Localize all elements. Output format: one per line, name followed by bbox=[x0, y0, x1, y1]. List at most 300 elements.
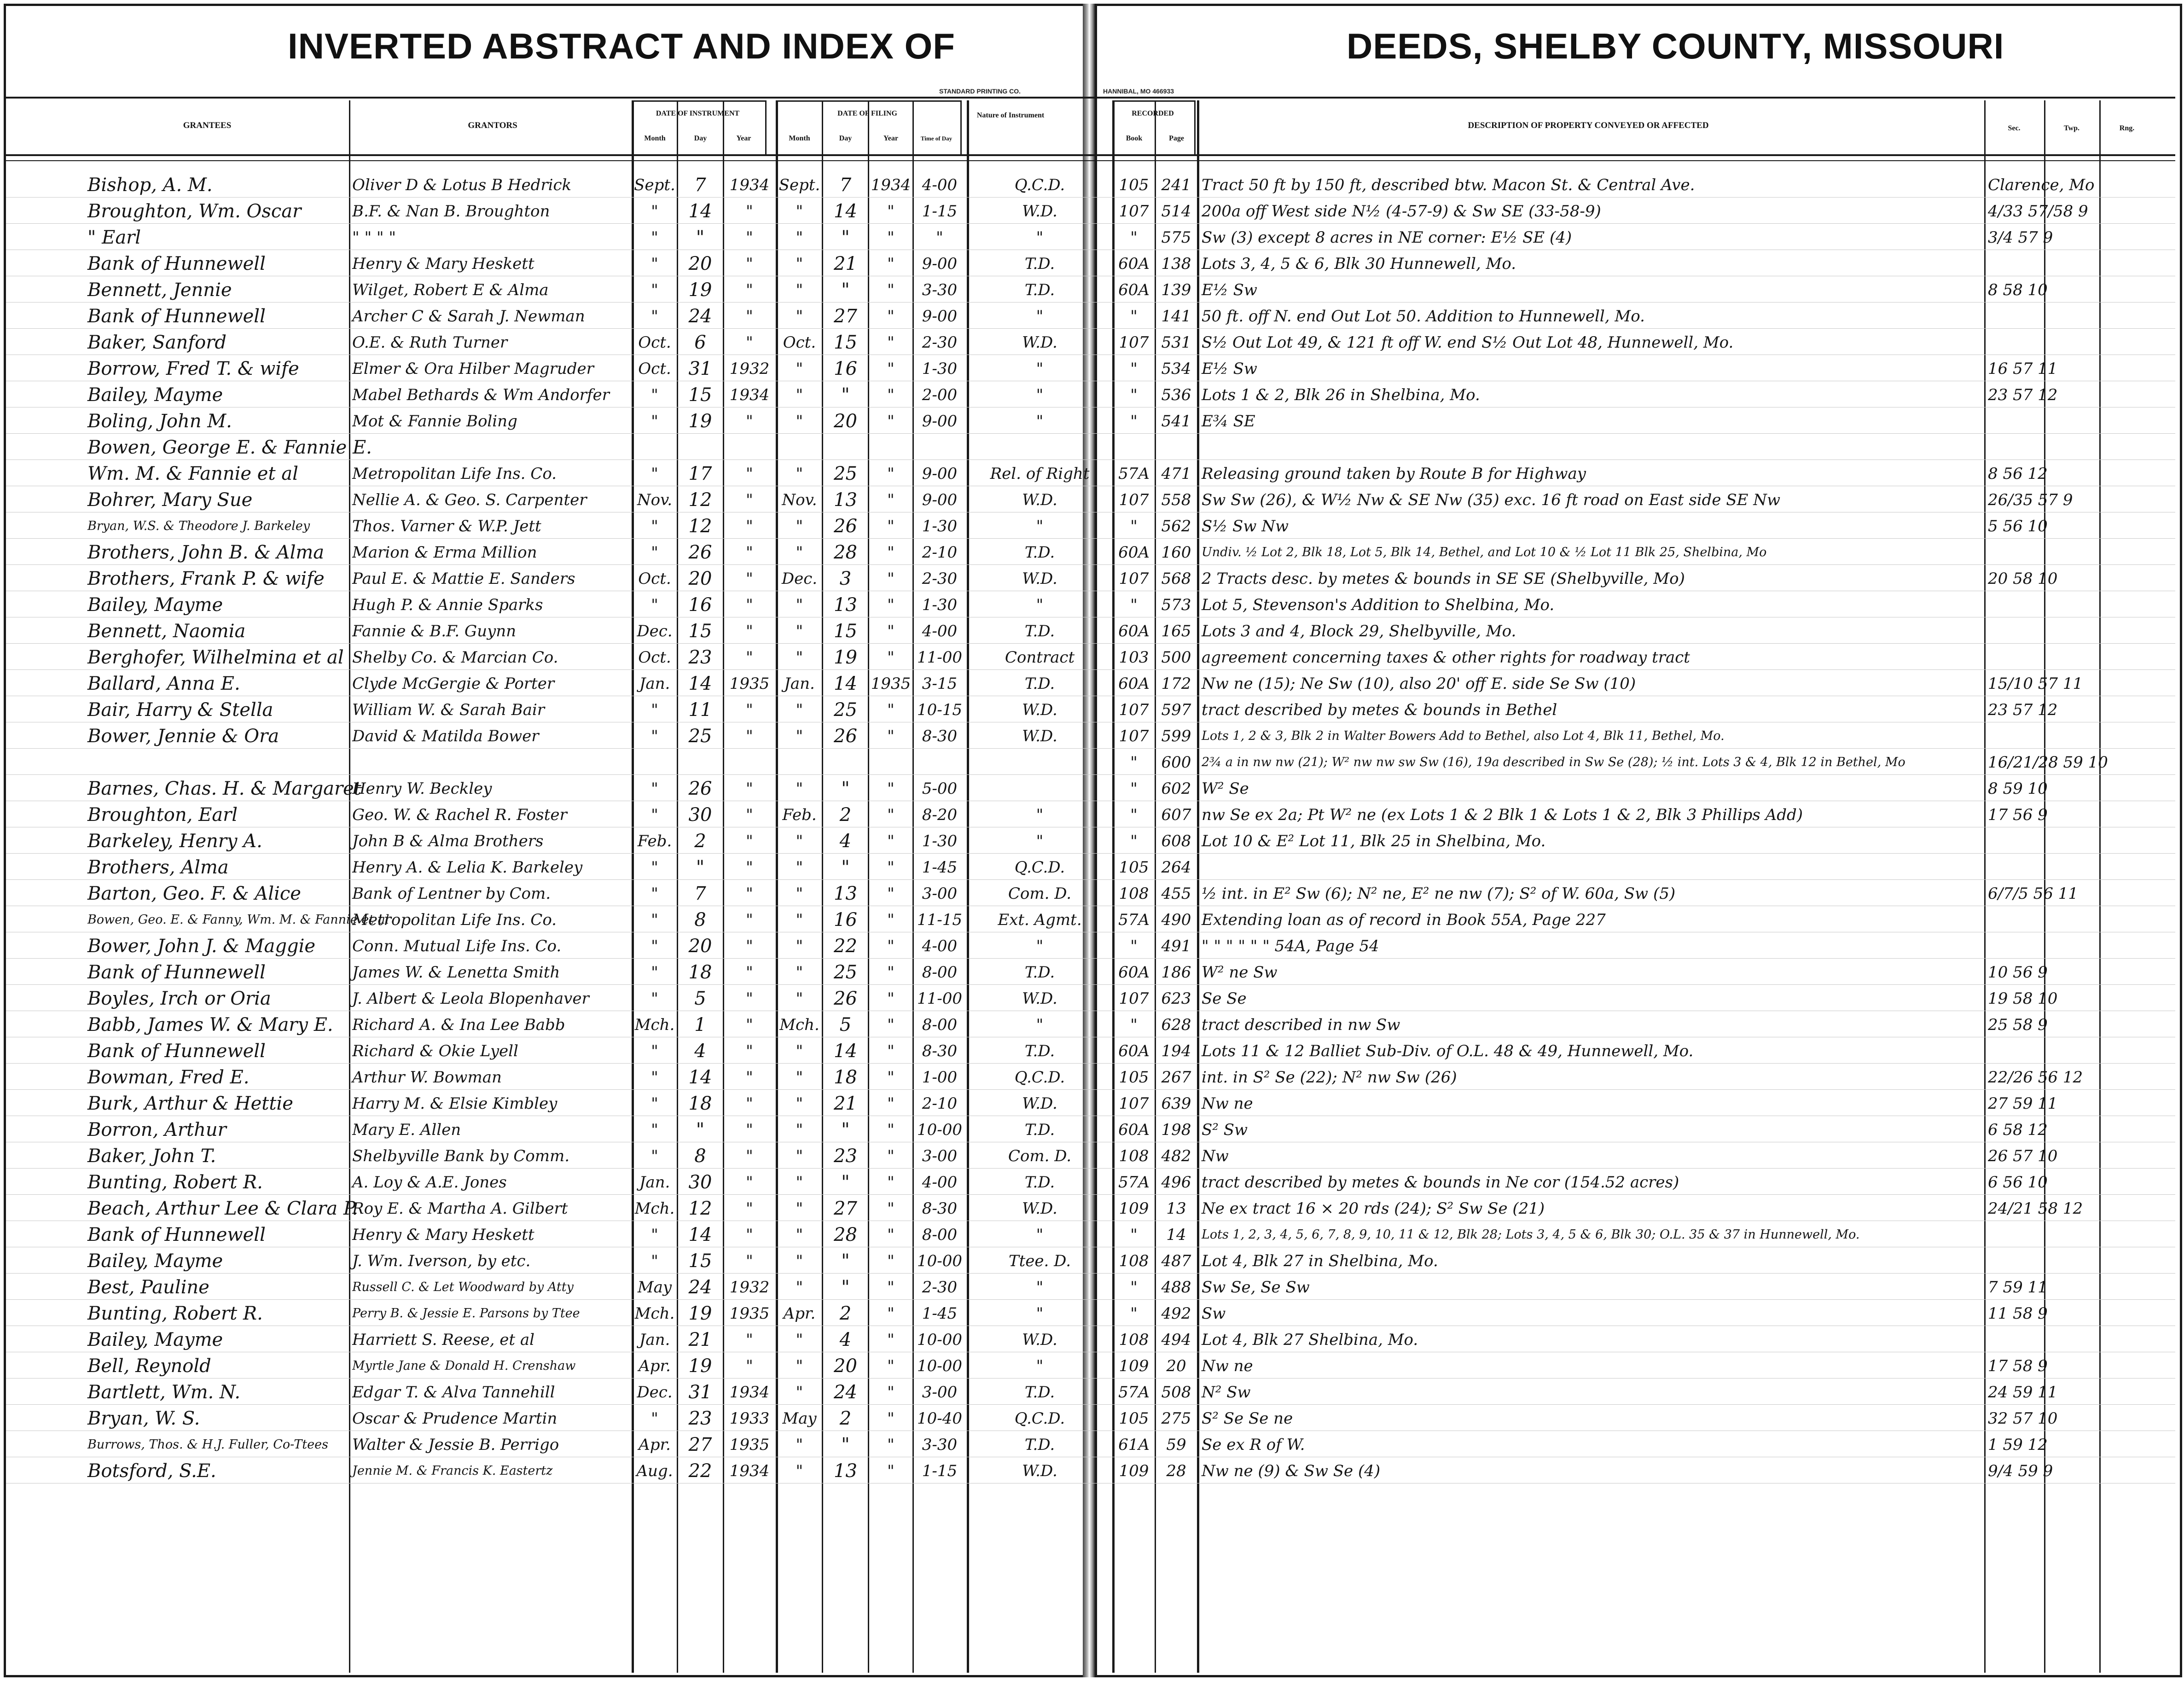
page-cell: 575 bbox=[1161, 228, 1191, 247]
ledger-entry-row bbox=[0, 1064, 2184, 1090]
sec-twp-rng-cell: Clarence, Mo bbox=[1988, 176, 2095, 194]
grantor-cell: John B & Alma Brothers bbox=[352, 832, 544, 850]
instrument-day-cell: 7 bbox=[694, 174, 706, 196]
description-cell: E¾ SE bbox=[1202, 412, 1255, 430]
grantor-cell: Elmer & Ora Hilber Magruder bbox=[352, 360, 594, 378]
ledger-entry-row bbox=[0, 407, 2184, 434]
nature-cell: " bbox=[1036, 937, 1044, 955]
nature-cell: T.D. bbox=[1024, 622, 1055, 640]
instrument-day-cell: 22 bbox=[688, 1460, 712, 1482]
grantor-cell: Henry A. & Lelia K. Barkeley bbox=[352, 858, 583, 877]
page-cell: 241 bbox=[1161, 176, 1191, 194]
instrument-year-cell: " bbox=[746, 701, 753, 719]
page-cell: 198 bbox=[1161, 1121, 1191, 1139]
nature-cell: " bbox=[1036, 1278, 1044, 1297]
instrument-day-cell: 19 bbox=[688, 1303, 712, 1324]
nature-cell: T.D. bbox=[1024, 281, 1055, 299]
ledger-entry-row bbox=[0, 1274, 2184, 1300]
filing-day-cell: 28 bbox=[834, 1224, 857, 1245]
nature-cell: W.D. bbox=[1022, 1462, 1057, 1480]
description-cell: 200a off West side N½ (4-57-9) & Sw SE (33-58-9) bbox=[1202, 202, 1601, 221]
book-cell: 57A bbox=[1118, 1383, 1150, 1402]
instrument-month-cell: Mch. bbox=[634, 1304, 675, 1323]
filing-month-cell: " bbox=[796, 1068, 803, 1087]
ledger-entry-row bbox=[0, 486, 2184, 512]
ledger-entry-row bbox=[0, 880, 2184, 906]
instrument-day-cell: 17 bbox=[688, 463, 712, 484]
filing-year-cell: " bbox=[887, 858, 895, 877]
instrument-day-cell: 24 bbox=[688, 306, 712, 327]
book-cell: 105 bbox=[1119, 1068, 1149, 1087]
grantor-cell: Richard & Okie Lyell bbox=[352, 1042, 518, 1060]
ledger-entry-row bbox=[0, 827, 2184, 854]
time-of-day-cell: 8-20 bbox=[922, 806, 958, 824]
left-page-title: INVERTED ABSTRACT AND INDEX OF bbox=[288, 26, 955, 66]
grantee-cell: Bank of Hunnewell bbox=[87, 306, 266, 327]
instrument-day-cell: 2 bbox=[694, 831, 706, 852]
date-filing-header: DATE OF FILING bbox=[837, 110, 897, 117]
filing-day-cell: " bbox=[841, 1277, 850, 1298]
book-cell: 107 bbox=[1119, 333, 1149, 352]
filing-day-cell: 26 bbox=[834, 726, 857, 747]
filing-month-cell: " bbox=[796, 1042, 803, 1060]
book-cell: 60A bbox=[1118, 543, 1150, 562]
grantor-cell: Conn. Mutual Life Ins. Co. bbox=[352, 937, 562, 955]
description-header: DESCRIPTION OF PROPERTY CONVEYED OR AFFECTED bbox=[1468, 121, 1709, 130]
nature-cell: Com. D. bbox=[1008, 1147, 1072, 1165]
page-cell: 599 bbox=[1161, 727, 1191, 745]
description-cell: Undiv. ½ Lot 2, Blk 18, Lot 5, Blk 14, Bethel, and Lot 10 & ½ Lot 11 Blk 25, Shelbina, Mo bbox=[1202, 545, 1767, 559]
instrument-month-cell: Dec. bbox=[637, 622, 673, 640]
filing-day-cell: " bbox=[841, 384, 850, 406]
grantor-cell: Mot & Fannie Boling bbox=[352, 412, 517, 430]
filing-year-cell: " bbox=[887, 806, 895, 824]
description-cell: Lots 3 and 4, Block 29, Shelbyville, Mo. bbox=[1202, 622, 1516, 640]
filing-month-cell: " bbox=[796, 727, 803, 745]
book-cell: 107 bbox=[1119, 989, 1149, 1008]
nature-cell: " bbox=[1036, 596, 1044, 614]
description-cell: Lot 4, Blk 27 Shelbina, Mo. bbox=[1202, 1331, 1418, 1349]
filing-month-cell: " bbox=[796, 622, 803, 640]
filing-month-cell: Sept. bbox=[778, 176, 820, 194]
filing-year-cell: " bbox=[887, 1042, 895, 1060]
description-cell: Lot 5, Stevenson's Addition to Shelbina, Mo. bbox=[1202, 596, 1555, 614]
nature-cell: T.D. bbox=[1024, 1121, 1055, 1139]
instrument-year-cell: 1934 bbox=[729, 386, 770, 404]
description-cell: Lots 1, 2 & 3, Blk 2 in Walter Bowers Add to Bethel, also Lot 4, Blk 11, Bethel, Mo. bbox=[1202, 729, 1725, 743]
book-cell: 103 bbox=[1119, 648, 1149, 667]
page-cell: 600 bbox=[1161, 753, 1191, 772]
grantee-cell: Bryan, W.S. & Theodore J. Barkeley bbox=[87, 519, 310, 533]
filing-year-cell: " bbox=[887, 1252, 895, 1270]
right-page-title: DEEDS, SHELBY COUNTY, MISSOURI bbox=[1347, 26, 2004, 66]
description-cell: Lots 3, 4, 5 & 6, Blk 30 Hunnewell, Mo. bbox=[1202, 255, 1516, 273]
page-cell: 471 bbox=[1161, 465, 1191, 483]
instrument-day-cell: 24 bbox=[688, 1277, 712, 1298]
grantor-cell: Henry & Mary Heskett bbox=[352, 255, 534, 273]
grantee-cell: Bowman, Fred E. bbox=[87, 1067, 250, 1088]
sec-twp-rng-cell: 24/21 58 12 bbox=[1988, 1199, 2083, 1218]
filing-year-cell: " bbox=[887, 1199, 895, 1218]
filing-year-cell: " bbox=[887, 281, 895, 299]
filing-year-cell: " bbox=[887, 570, 895, 588]
description-cell: Ne ex tract 16 × 20 rds (24); S² Sw Se (21) bbox=[1202, 1199, 1545, 1218]
instrument-month-cell: Nov. bbox=[637, 491, 673, 509]
sec-twp-rng-cell: 27 59 11 bbox=[1988, 1094, 2058, 1113]
book-cell: 60A bbox=[1118, 675, 1150, 693]
filing-year-cell: " bbox=[887, 1462, 895, 1480]
filing-year-cell: " bbox=[887, 989, 895, 1008]
sec-twp-rng-cell: 16 57 11 bbox=[1988, 360, 2058, 378]
description-cell: Sw Se, Se Sw bbox=[1202, 1278, 1310, 1297]
ledger-entry-row bbox=[0, 1195, 2184, 1221]
instrument-day-cell: 6 bbox=[694, 332, 706, 353]
page-cell: 602 bbox=[1161, 779, 1191, 798]
book-cell: 105 bbox=[1119, 176, 1149, 194]
grantor-cell: A. Loy & A.E. Jones bbox=[352, 1173, 507, 1192]
sec-twp-rng-cell: 1 59 12 bbox=[1988, 1436, 2048, 1454]
description-cell: W² ne Sw bbox=[1202, 963, 1278, 982]
sec-twp-rng-cell: 3/4 57 9 bbox=[1988, 228, 2053, 247]
time-of-day-cell: 4-00 bbox=[922, 1173, 958, 1192]
time-of-day-cell: 8-30 bbox=[922, 1199, 958, 1218]
filing-month-cell: " bbox=[796, 1252, 803, 1270]
description-cell: Nw ne bbox=[1202, 1094, 1253, 1113]
grantee-cell: Borron, Arthur bbox=[87, 1119, 227, 1140]
instrument-year-cell: 1932 bbox=[729, 1278, 770, 1297]
page-cell: 514 bbox=[1161, 202, 1191, 221]
filing-month-cell: " bbox=[796, 1462, 803, 1480]
page-cell: 491 bbox=[1161, 937, 1191, 955]
time-of-day-cell: 10-40 bbox=[917, 1409, 962, 1428]
ledger-entry-row bbox=[0, 932, 2184, 959]
grantor-cell: Henry W. Beckley bbox=[352, 779, 492, 798]
description-cell: E½ Sw bbox=[1202, 281, 1257, 299]
twp-header: Twp. bbox=[2064, 124, 2079, 132]
nature-cell: " bbox=[1036, 832, 1044, 850]
filing-day-cell: 20 bbox=[834, 411, 857, 432]
filing-month-cell: " bbox=[796, 963, 803, 982]
instrument-day-cell: 31 bbox=[688, 1382, 712, 1403]
book-cell: " bbox=[1130, 779, 1138, 798]
time-of-day-cell: 1-00 bbox=[922, 1068, 958, 1087]
filing-day-cell: 21 bbox=[834, 253, 857, 274]
grantee-cell: Bank of Hunnewell bbox=[87, 253, 266, 274]
grantor-cell: J. Wm. Iverson, by etc. bbox=[352, 1252, 531, 1270]
instrument-day-cell: 26 bbox=[688, 778, 712, 799]
filing-year-cell: " bbox=[887, 596, 895, 614]
instrument-day-cell: 15 bbox=[688, 621, 712, 642]
printer-imprint-left: STANDARD PRINTING CO. bbox=[939, 87, 1021, 95]
grantee-cell: Bank of Hunnewell bbox=[87, 962, 266, 983]
nature-header: Nature of Instrument bbox=[976, 111, 1045, 119]
filing-year-cell: " bbox=[887, 1068, 895, 1087]
filing-year-cell: 1934 bbox=[871, 176, 911, 194]
grantee-cell: Barton, Geo. F. & Alice bbox=[87, 883, 301, 904]
time-of-day-cell: 4-00 bbox=[922, 937, 958, 955]
grantor-cell: Fannie & B.F. Guynn bbox=[352, 622, 516, 640]
instrument-day-cell: 7 bbox=[694, 883, 706, 904]
filing-month-cell: " bbox=[796, 858, 803, 877]
ledger-entry-row bbox=[0, 617, 2184, 644]
filing-day-cell: 16 bbox=[834, 909, 857, 931]
filing-day-cell: 25 bbox=[834, 463, 857, 484]
time-of-day-cell: 1-30 bbox=[922, 517, 958, 535]
time-of-day-cell: 10-00 bbox=[917, 1121, 962, 1139]
instrument-month-cell: " bbox=[651, 596, 658, 614]
time-of-day-cell: 3-30 bbox=[922, 1436, 958, 1454]
instrument-day-cell: 27 bbox=[688, 1434, 712, 1455]
book-cell: 109 bbox=[1119, 1199, 1149, 1218]
book-cell: 105 bbox=[1119, 858, 1149, 877]
time-of-day-cell: 2-30 bbox=[922, 570, 958, 588]
filing-year-cell: " bbox=[887, 1436, 895, 1454]
description-cell: Nw bbox=[1202, 1147, 1229, 1165]
instrument-month-cell: " bbox=[651, 543, 658, 562]
filing-day-header: Day bbox=[839, 134, 852, 142]
instrument-month-cell: Feb. bbox=[637, 832, 672, 850]
grantee-cell: Bishop, A. M. bbox=[87, 174, 213, 196]
ledger-entry-row bbox=[0, 1037, 2184, 1064]
nature-cell: Com. D. bbox=[1008, 884, 1072, 903]
grantees-header: GRANTEES bbox=[183, 121, 232, 130]
grantee-cell: Burrows, Thos. & H.J. Fuller, Co-Ttees bbox=[87, 1437, 328, 1452]
filing-day-cell: 2 bbox=[839, 1303, 852, 1324]
ledger-entry-row bbox=[0, 801, 2184, 827]
page-cell: 623 bbox=[1161, 989, 1191, 1008]
book-cell: " bbox=[1130, 517, 1138, 535]
date-instrument-header: DATE OF INSTRUMENT bbox=[656, 110, 740, 117]
inst-month-header: Month bbox=[644, 134, 666, 142]
instrument-month-cell: Jan. bbox=[639, 1173, 670, 1192]
filing-month-cell: " bbox=[796, 832, 803, 850]
grantor-cell: Arthur W. Bowman bbox=[352, 1068, 502, 1087]
nature-cell: W.D. bbox=[1022, 202, 1057, 221]
book-cell: 107 bbox=[1119, 570, 1149, 588]
page-cell: 541 bbox=[1161, 412, 1191, 430]
ledger-entry-row bbox=[0, 1169, 2184, 1195]
sec-twp-rng-cell: 8 58 10 bbox=[1988, 281, 2048, 299]
time-of-day-cell: 10-00 bbox=[917, 1357, 962, 1375]
page-cell: 490 bbox=[1161, 911, 1191, 929]
ledger-entry-row bbox=[0, 434, 2184, 460]
book-cell: 57A bbox=[1118, 465, 1150, 483]
grantor-cell: " " " " bbox=[352, 228, 396, 247]
grantee-cell: Boling, John M. bbox=[87, 411, 232, 432]
filing-day-cell: 7 bbox=[839, 174, 852, 196]
instrument-month-cell: " bbox=[651, 963, 658, 982]
nature-cell: Ttee. D. bbox=[1008, 1252, 1071, 1270]
instrument-month-cell: " bbox=[651, 307, 658, 326]
filing-year-cell: " bbox=[887, 1226, 895, 1244]
instrument-year-cell: " bbox=[746, 937, 753, 955]
grantee-cell: Boyles, Irch or Oria bbox=[87, 988, 271, 1009]
instrument-month-cell: " bbox=[651, 911, 658, 929]
page-cell: 455 bbox=[1161, 884, 1191, 903]
ledger-entry-row bbox=[0, 1352, 2184, 1379]
filing-month-cell: May bbox=[782, 1409, 817, 1428]
time-of-day-cell: 1-30 bbox=[922, 596, 958, 614]
filing-day-cell: 13 bbox=[834, 594, 857, 616]
filing-day-cell: " bbox=[841, 1119, 850, 1140]
ledger-entry-row bbox=[0, 565, 2184, 591]
instrument-year-cell: 1934 bbox=[729, 176, 770, 194]
time-of-day-cell: 10-00 bbox=[917, 1252, 962, 1270]
grantor-cell: Bank of Lentner by Com. bbox=[352, 884, 551, 903]
page-cell: 139 bbox=[1161, 281, 1191, 299]
filing-month-cell: " bbox=[796, 386, 803, 404]
book-cell: 108 bbox=[1119, 1252, 1149, 1270]
page-cell: 536 bbox=[1161, 386, 1191, 404]
description-cell: S² Se Se ne bbox=[1202, 1409, 1293, 1428]
instrument-year-cell: " bbox=[746, 1357, 753, 1375]
filing-month-cell: " bbox=[796, 1226, 803, 1244]
instrument-day-cell: 20 bbox=[688, 568, 712, 589]
instrument-month-cell: Mch. bbox=[634, 1199, 675, 1218]
instrument-month-cell: " bbox=[651, 779, 658, 798]
filing-month-cell: Mch. bbox=[779, 1016, 819, 1034]
grantee-cell: Bryan, W. S. bbox=[87, 1408, 200, 1429]
time-of-day-cell: 8-00 bbox=[922, 963, 958, 982]
nature-cell: W.D. bbox=[1022, 491, 1057, 509]
filing-year-cell: " bbox=[887, 1409, 895, 1428]
time-of-day-cell: 4-00 bbox=[922, 622, 958, 640]
grantee-cell: Bair, Harry & Stella bbox=[87, 699, 273, 721]
instrument-day-cell: 14 bbox=[688, 1067, 712, 1088]
grantor-cell: Clyde McGergie & Porter bbox=[352, 675, 555, 693]
instrument-month-cell: Apr. bbox=[639, 1436, 671, 1454]
time-of-day-cell: 11-15 bbox=[917, 911, 962, 929]
description-cell: Nw ne (15); Ne Sw (10), also 20' off E. side Se Sw (10) bbox=[1202, 675, 1636, 693]
instrument-month-cell: " bbox=[651, 465, 658, 483]
ledger-entry-row bbox=[0, 460, 2184, 486]
description-cell: S½ Out Lot 49, & 121 ft off W. end S½ Out Lot 48, Hunnewell, Mo. bbox=[1202, 333, 1734, 352]
instrument-year-cell: 1935 bbox=[729, 675, 770, 693]
page-cell: 534 bbox=[1161, 360, 1191, 378]
book-cell: 107 bbox=[1119, 1094, 1149, 1113]
grantor-cell: Richard A. & Ina Lee Babb bbox=[352, 1016, 565, 1034]
description-cell: Se ex R of W. bbox=[1202, 1436, 1305, 1454]
filing-day-cell: 19 bbox=[834, 647, 857, 668]
sec-twp-rng-cell: 9/4 59 9 bbox=[1988, 1462, 2053, 1480]
description-cell: S² Sw bbox=[1202, 1121, 1248, 1139]
filing-year-cell: " bbox=[887, 1016, 895, 1034]
ledger-entry-row bbox=[0, 1221, 2184, 1247]
filing-month-cell: Dec. bbox=[781, 570, 818, 588]
page-cell: 558 bbox=[1161, 491, 1191, 509]
nature-cell: " bbox=[1036, 228, 1044, 247]
instrument-year-cell: " bbox=[746, 307, 753, 326]
grantee-cell: Baker, John T. bbox=[87, 1146, 216, 1167]
filing-month-cell: " bbox=[796, 937, 803, 955]
grantee-cell: Bartlett, Wm. N. bbox=[87, 1382, 241, 1403]
book-header: Book bbox=[1126, 134, 1143, 142]
page-cell: 492 bbox=[1161, 1304, 1191, 1323]
instrument-month-cell: " bbox=[651, 1226, 658, 1244]
filing-day-cell: " bbox=[841, 857, 850, 878]
filing-year-cell: " bbox=[887, 255, 895, 273]
description-cell: 2 Tracts desc. by metes & bounds in SE SE (Shelbyville, Mo) bbox=[1202, 570, 1685, 588]
instrument-month-cell: " bbox=[651, 281, 658, 299]
grantor-cell: Mary E. Allen bbox=[352, 1121, 461, 1139]
instrument-year-cell: " bbox=[746, 806, 753, 824]
filing-month-cell: Apr. bbox=[783, 1304, 816, 1323]
instrument-day-cell: 15 bbox=[688, 384, 712, 406]
filing-day-cell: 22 bbox=[834, 936, 857, 957]
time-of-day-cell: 9-00 bbox=[922, 491, 958, 509]
instrument-year-cell: " bbox=[746, 1331, 753, 1349]
instrument-year-cell: " bbox=[746, 727, 753, 745]
ledger-entry-row bbox=[0, 644, 2184, 670]
filing-year-cell: " bbox=[887, 517, 895, 535]
filing-day-cell: 14 bbox=[834, 673, 857, 694]
instrument-month-cell: " bbox=[651, 858, 658, 877]
description-cell: agreement concerning taxes & other rights for roadway tract bbox=[1202, 648, 1690, 667]
inst-day-header: Day bbox=[694, 134, 707, 142]
instrument-year-cell: " bbox=[746, 1173, 753, 1192]
rng-header: Rng. bbox=[2119, 124, 2135, 132]
filing-year-cell: " bbox=[887, 911, 895, 929]
instrument-day-cell: 26 bbox=[688, 542, 712, 563]
instrument-day-cell: 8 bbox=[694, 909, 706, 931]
inst-year-header: Year bbox=[736, 134, 751, 142]
filing-month-cell: " bbox=[796, 989, 803, 1008]
book-cell: " bbox=[1130, 753, 1138, 772]
grantor-cell: Shelbyville Bank by Comm. bbox=[352, 1147, 570, 1165]
book-cell: 109 bbox=[1119, 1357, 1149, 1375]
grantee-cell: Bohrer, Mary Sue bbox=[87, 489, 253, 511]
ledger-entry-row bbox=[0, 1142, 2184, 1169]
instrument-day-cell: 30 bbox=[688, 804, 712, 826]
filing-month-cell: " bbox=[796, 596, 803, 614]
filing-month-cell: " bbox=[796, 307, 803, 326]
grantee-cell: Bailey, Mayme bbox=[87, 384, 223, 406]
instrument-day-cell: 5 bbox=[694, 988, 706, 1009]
grantor-cell: Wilget, Robert E & Alma bbox=[352, 281, 549, 299]
ledger-entry-row bbox=[0, 1431, 2184, 1457]
nature-cell: T.D. bbox=[1024, 255, 1055, 273]
nature-cell: T.D. bbox=[1024, 1383, 1055, 1402]
instrument-month-cell: Sept. bbox=[634, 176, 675, 194]
description-cell: int. in S² Se (22); N² nw Sw (26) bbox=[1202, 1068, 1457, 1087]
ledger-entry-row bbox=[0, 1011, 2184, 1037]
instrument-day-cell: 23 bbox=[688, 1408, 712, 1429]
filing-month-cell: Oct. bbox=[783, 333, 816, 352]
instrument-month-cell: " bbox=[651, 1409, 658, 1428]
time-of-day-header: Time of Day bbox=[920, 135, 953, 142]
sec-twp-rng-cell: 24 59 11 bbox=[1988, 1383, 2058, 1402]
sec-twp-rng-cell: 15/10 57 11 bbox=[1988, 675, 2083, 693]
grantor-cell: Jennie M. & Francis K. Eastertz bbox=[352, 1464, 553, 1478]
ledger-entry-row bbox=[0, 670, 2184, 696]
grantor-cell: J. Albert & Leola Blopenhaver bbox=[352, 989, 589, 1008]
time-of-day-cell: 3-00 bbox=[922, 1147, 958, 1165]
instrument-day-cell: 15 bbox=[688, 1251, 712, 1272]
instrument-year-cell: " bbox=[746, 1042, 753, 1060]
instrument-day-cell: 19 bbox=[688, 411, 712, 432]
ledger-entry-row bbox=[0, 985, 2184, 1011]
ledger-entry-row bbox=[0, 749, 2184, 775]
time-of-day-cell: " bbox=[936, 228, 943, 247]
instrument-month-cell: " bbox=[651, 1042, 658, 1060]
description-cell: E½ Sw bbox=[1202, 360, 1257, 378]
book-cell: 60A bbox=[1118, 622, 1150, 640]
time-of-day-cell: 9-00 bbox=[922, 465, 958, 483]
page-cell: 264 bbox=[1161, 858, 1191, 877]
filing-year-cell: " bbox=[887, 963, 895, 982]
instrument-day-cell: " bbox=[696, 227, 705, 248]
nature-cell: T.D. bbox=[1024, 543, 1055, 562]
